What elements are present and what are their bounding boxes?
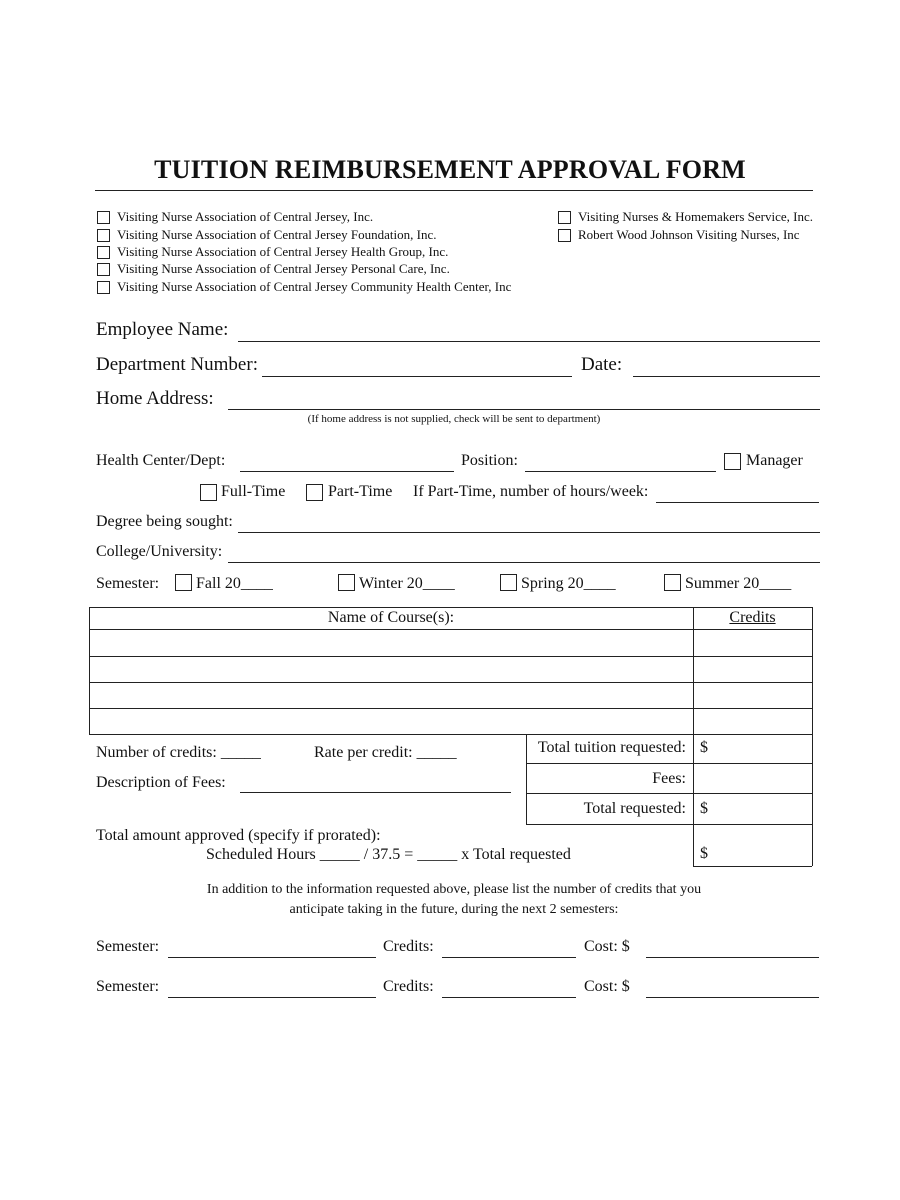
future-semester-field[interactable] [168, 957, 376, 958]
title-divider [95, 190, 813, 191]
home-address-field[interactable] [228, 409, 820, 410]
summer-checkbox[interactable] [664, 574, 681, 591]
total-requested-label: Total requested: [583, 800, 686, 817]
health-center-label: Health Center/Dept: [96, 452, 226, 469]
fees-label: Fees: [652, 770, 686, 787]
winter-label: Winter 20____ [359, 575, 455, 592]
college-field[interactable] [228, 562, 820, 563]
scheduled-hours-text: Scheduled Hours _____ / 37.5 = _____ x Total requested [206, 846, 571, 863]
description-of-fees-label: Description of Fees: [96, 774, 226, 791]
course-row[interactable] [90, 630, 692, 655]
spring-label: Spring 20____ [521, 575, 616, 592]
degree-field[interactable] [238, 532, 820, 533]
checkbox[interactable] [97, 281, 110, 294]
fall-label: Fall 20____ [196, 575, 273, 592]
rate-per-credit-label: Rate per credit: _____ [314, 744, 457, 761]
number-of-credits-label: Number of credits: _____ [96, 744, 261, 761]
home-address-label: Home Address: [96, 388, 214, 409]
future-semester-field[interactable] [168, 997, 376, 998]
future-note-line-1: In addition to the information requested above, please list the number of credits that you [206, 882, 702, 897]
future-credits-label: Credits: [383, 938, 434, 955]
college-label: College/University: [96, 543, 223, 560]
future-note-line-2: anticipate taking in the future, during the next 2 semesters: [289, 902, 619, 917]
dollar-sign: $ [700, 800, 708, 817]
future-cost-field[interactable] [646, 957, 819, 958]
home-address-note: (If home address is not supplied, check will be sent to department) [307, 413, 601, 425]
org-label: Visiting Nurses & Homemakers Service, Inc. [578, 209, 813, 224]
date-field[interactable] [633, 376, 820, 377]
course-row[interactable] [90, 657, 692, 681]
dollar-sign: $ [700, 739, 708, 756]
department-number-field[interactable] [262, 376, 572, 377]
future-cost-label: Cost: $ [584, 978, 630, 995]
full-time-label: Full-Time [221, 483, 286, 500]
org-option-homemakers[interactable] [558, 209, 813, 225]
org-option-rwj[interactable] [558, 227, 800, 243]
fall-checkbox[interactable] [175, 574, 192, 591]
checkbox[interactable] [97, 263, 110, 276]
org-option-vna-foundation[interactable] [97, 227, 436, 243]
future-semester-label: Semester: [96, 938, 160, 955]
org-label: Visiting Nurse Association of Central Jersey Foundation, Inc. [117, 227, 437, 242]
org-option-vna-personal-care[interactable] [97, 261, 450, 277]
page-title: TUITION REIMBURSEMENT APPROVAL FORM [154, 155, 746, 184]
org-label: Visiting Nurse Association of Central Jersey Personal Care, Inc. [117, 261, 450, 276]
future-credits-label: Credits: [383, 978, 434, 995]
future-semester-label: Semester: [96, 978, 160, 995]
org-option-vna-community-health[interactable] [97, 279, 511, 295]
org-option-vna[interactable] [97, 209, 373, 225]
org-option-vna-health-group[interactable] [97, 244, 448, 260]
part-time-hours-field[interactable] [656, 502, 819, 503]
future-credits-field[interactable] [442, 957, 576, 958]
position-field[interactable] [525, 471, 716, 472]
health-center-field[interactable] [240, 471, 454, 472]
total-approved-label: Total amount approved (specify if prorated): [96, 827, 381, 844]
course-row[interactable] [90, 709, 692, 733]
checkbox[interactable] [558, 211, 571, 224]
full-time-checkbox[interactable] [200, 484, 217, 501]
course-row[interactable] [90, 683, 692, 707]
checkbox[interactable] [558, 229, 571, 242]
credits-header: Credits [729, 609, 776, 626]
future-credits-field[interactable] [442, 997, 576, 998]
part-time-checkbox[interactable] [306, 484, 323, 501]
manager-label: Manager [746, 452, 803, 469]
org-label: Visiting Nurse Association of Central Jersey Community Health Center, Inc [117, 279, 512, 294]
description-of-fees-field[interactable] [240, 792, 511, 793]
part-time-label: Part-Time [328, 483, 393, 500]
date-label: Date: [581, 354, 623, 375]
employee-name-label: Employee Name: [96, 319, 229, 340]
checkbox[interactable] [97, 246, 110, 259]
org-label: Visiting Nurse Association of Central Jersey, Inc. [117, 209, 374, 224]
org-label: Robert Wood Johnson Visiting Nurses, Inc [578, 227, 800, 242]
department-number-label: Department Number: [96, 354, 258, 375]
degree-label: Degree being sought: [96, 513, 233, 530]
checkbox[interactable] [97, 229, 110, 242]
position-label: Position: [461, 452, 518, 469]
org-label: Visiting Nurse Association of Central Jersey Health Group, Inc. [117, 244, 449, 259]
summer-label: Summer 20____ [685, 575, 792, 592]
employee-name-field[interactable] [238, 341, 820, 342]
checkbox[interactable] [97, 211, 110, 224]
course-name-header: Name of Course(s): [327, 609, 455, 626]
future-cost-label: Cost: $ [584, 938, 630, 955]
dollar-sign: $ [700, 845, 708, 862]
winter-checkbox[interactable] [338, 574, 355, 591]
total-tuition-label: Total tuition requested: [537, 739, 686, 756]
spring-checkbox[interactable] [500, 574, 517, 591]
future-cost-field[interactable] [646, 997, 819, 998]
manager-checkbox[interactable] [724, 453, 741, 470]
semester-label: Semester: [96, 575, 160, 592]
part-time-hours-label: If Part-Time, number of hours/week: [413, 483, 649, 500]
